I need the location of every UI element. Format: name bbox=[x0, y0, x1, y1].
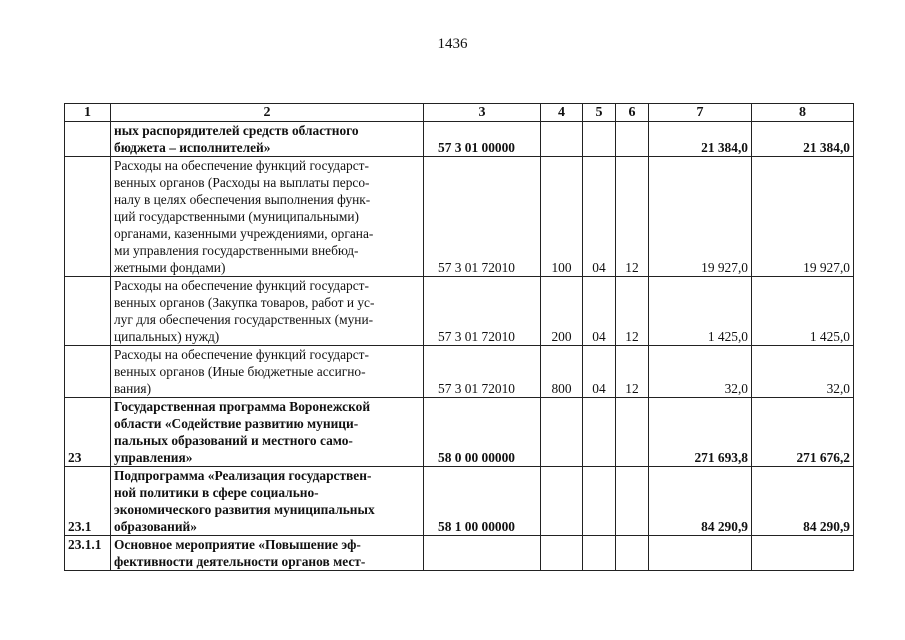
name-line: органами, казенными учреждениями, органа- bbox=[114, 226, 374, 241]
subsection-cell bbox=[616, 467, 649, 536]
name-line: Государственная программа Воронежской bbox=[114, 399, 371, 414]
amount-total-cell: 19 927,0 bbox=[752, 157, 854, 277]
section-cell: 04 bbox=[583, 346, 616, 398]
classification-code-cell: 58 1 00 00000 bbox=[424, 467, 541, 536]
amount-total-cell: 1 425,0 bbox=[752, 277, 854, 346]
amount-plan-cell: 271 693,8 bbox=[649, 398, 752, 467]
row-number-cell: 23.1.1 bbox=[65, 536, 111, 571]
classification-code-cell: 58 0 00 00000 bbox=[424, 398, 541, 467]
page-number: 1436 bbox=[437, 36, 468, 52]
header-cell-4: 4 bbox=[541, 104, 583, 122]
name-line: Расходы на обеспечение функций государст- bbox=[114, 158, 369, 173]
header-cell-6: 6 bbox=[616, 104, 649, 122]
name-line: Расходы на обеспечение функций государст- bbox=[114, 347, 369, 362]
name-line: пальных образований и местного само- bbox=[114, 433, 353, 448]
row-name-cell bbox=[111, 536, 424, 571]
name-line: образований» bbox=[114, 519, 197, 534]
name-line: экономического развития муниципальных bbox=[114, 502, 375, 517]
name-line: ми управления государственными внебюд- bbox=[114, 243, 359, 258]
expense-type-cell: 200 bbox=[541, 277, 583, 346]
header-cell-2: 2 bbox=[111, 104, 424, 122]
row-name-cell bbox=[111, 157, 424, 277]
name-line: венных органов (Закупка товаров, работ и ус- bbox=[114, 295, 375, 310]
subsection-cell: 12 bbox=[616, 277, 649, 346]
subsection-cell bbox=[616, 122, 649, 157]
section-cell: 04 bbox=[583, 157, 616, 277]
amount-plan-cell: 84 290,9 bbox=[649, 467, 752, 536]
row-number-cell bbox=[65, 346, 111, 398]
classification-code-cell: 57 3 01 00000 bbox=[424, 122, 541, 157]
classification-code-cell: 57 3 01 72010 bbox=[424, 157, 541, 277]
row-name-cell bbox=[111, 277, 424, 346]
amount-total-cell: 84 290,9 bbox=[752, 467, 854, 536]
table-row bbox=[65, 536, 854, 571]
subsection-cell bbox=[616, 536, 649, 571]
classification-code-cell: 57 3 01 72010 bbox=[424, 346, 541, 398]
classification-code-cell bbox=[424, 536, 541, 571]
table-row bbox=[65, 346, 854, 398]
row-name-cell bbox=[111, 398, 424, 467]
header-cell-7: 7 bbox=[649, 104, 752, 122]
section-cell: 04 bbox=[583, 277, 616, 346]
row-number-cell bbox=[65, 157, 111, 277]
table-row bbox=[65, 398, 854, 467]
expense-type-cell bbox=[541, 398, 583, 467]
header-cell-3: 3 bbox=[424, 104, 541, 122]
name-line: Основное мероприятие «Повышение эф- bbox=[114, 537, 361, 552]
name-line: налу в целях обеспечения выполнения функ- bbox=[114, 192, 371, 207]
name-line: венных органов (Иные бюджетные ассигно- bbox=[114, 364, 366, 379]
subsection-cell: 12 bbox=[616, 157, 649, 277]
name-line: фективности деятельности органов мест- bbox=[114, 554, 366, 569]
name-line: области «Содействие развитию муници- bbox=[114, 416, 359, 431]
expense-type-cell: 100 bbox=[541, 157, 583, 277]
header-cell-5: 5 bbox=[583, 104, 616, 122]
amount-total-cell: 21 384,0 bbox=[752, 122, 854, 157]
amount-plan-cell: 1 425,0 bbox=[649, 277, 752, 346]
amount-plan-cell bbox=[649, 536, 752, 571]
name-line: луг для обеспечения государственных (муни- bbox=[114, 312, 374, 327]
table-row bbox=[65, 122, 854, 157]
amount-plan-cell: 19 927,0 bbox=[649, 157, 752, 277]
classification-code-cell: 57 3 01 72010 bbox=[424, 277, 541, 346]
name-line: ной политики в сфере социально- bbox=[114, 485, 319, 500]
name-line: жетными фондами) bbox=[114, 260, 226, 275]
subsection-cell: 12 bbox=[616, 346, 649, 398]
expense-type-cell bbox=[541, 122, 583, 157]
amount-total-cell: 271 676,2 bbox=[752, 398, 854, 467]
row-number-cell bbox=[65, 277, 111, 346]
name-line: Расходы на обеспечение функций государст- bbox=[114, 278, 369, 293]
name-line: Подпрограмма «Реализация государствен- bbox=[114, 468, 372, 483]
header-cell-1: 1 bbox=[65, 104, 111, 122]
table-row bbox=[65, 157, 854, 277]
expense-type-cell bbox=[541, 536, 583, 571]
row-number-cell: 23.1 bbox=[65, 467, 111, 536]
budget-table bbox=[64, 103, 854, 571]
row-number-cell bbox=[65, 122, 111, 157]
table-row bbox=[65, 277, 854, 346]
section-cell bbox=[583, 122, 616, 157]
header-cell-8: 8 bbox=[752, 104, 854, 122]
name-line: бюджета – исполнителей» bbox=[114, 140, 271, 155]
name-line: ций государственными (муниципальными) bbox=[114, 209, 359, 224]
section-cell bbox=[583, 536, 616, 571]
name-line: управления» bbox=[114, 450, 193, 465]
name-line: ципальных) нужд) bbox=[114, 329, 220, 344]
row-name-cell bbox=[111, 467, 424, 536]
section-cell bbox=[583, 467, 616, 536]
row-name-cell bbox=[111, 122, 424, 157]
amount-plan-cell: 21 384,0 bbox=[649, 122, 752, 157]
table-row bbox=[65, 467, 854, 536]
header-row bbox=[65, 104, 854, 122]
expense-type-cell: 800 bbox=[541, 346, 583, 398]
name-line: венных органов (Расходы на выплаты персо- bbox=[114, 175, 370, 190]
amount-total-cell bbox=[752, 536, 854, 571]
expense-type-cell bbox=[541, 467, 583, 536]
row-name-cell bbox=[111, 346, 424, 398]
section-cell bbox=[583, 398, 616, 467]
amount-total-cell: 32,0 bbox=[752, 346, 854, 398]
subsection-cell bbox=[616, 398, 649, 467]
row-number-cell: 23 bbox=[65, 398, 111, 467]
name-line: ных распорядителей средств областного bbox=[114, 123, 359, 138]
name-line: вания) bbox=[114, 381, 152, 396]
amount-plan-cell: 32,0 bbox=[649, 346, 752, 398]
